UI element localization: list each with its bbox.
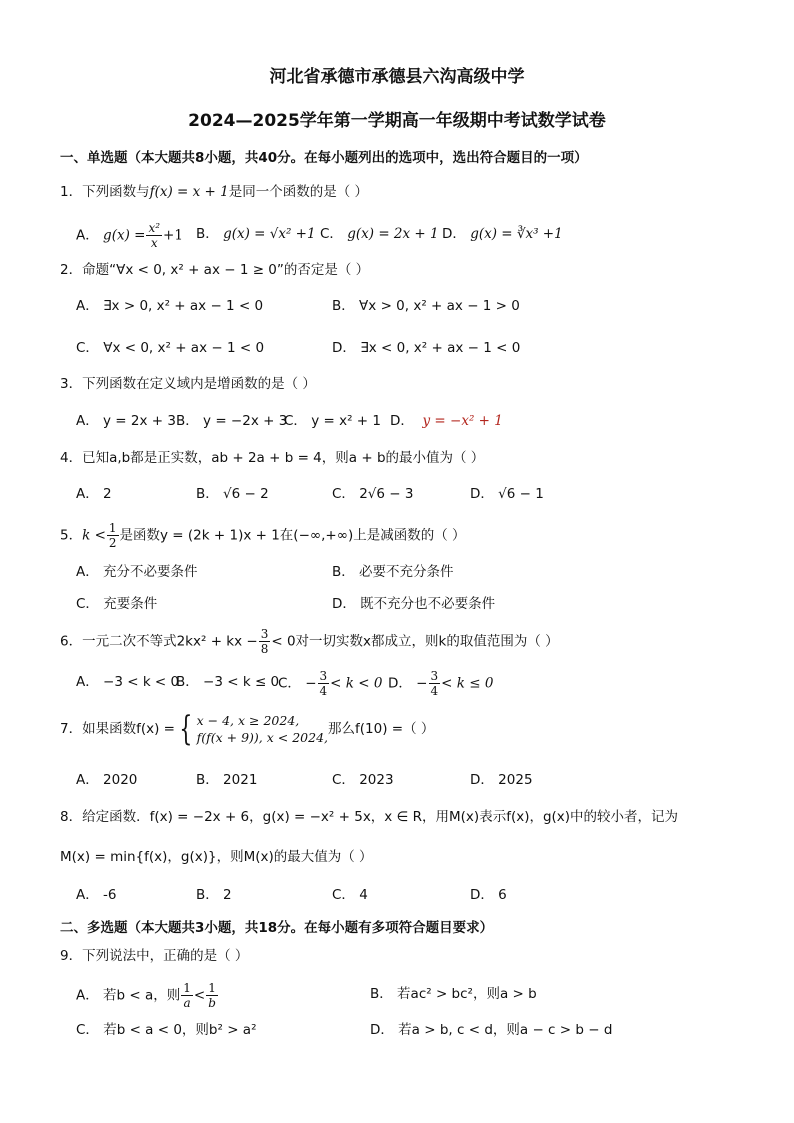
option-6a: A． −3 < k < 0 bbox=[76, 674, 180, 690]
fraction-numerator: 1 bbox=[183, 981, 191, 995]
question-number: 6． bbox=[60, 633, 83, 650]
question-stem-post: 是同一个函数的是（ ） bbox=[228, 184, 369, 200]
piecewise-function bbox=[175, 709, 329, 749]
option-text: A． 若b < a，则 bbox=[76, 987, 181, 1004]
question-8 bbox=[60, 805, 678, 829]
question-stem: 已知a,b都是正实数，ab + 2a + b = 4，则a + b的最小值为（ ） bbox=[82, 450, 485, 466]
option-1a bbox=[76, 222, 183, 249]
question-stem: 下列函数在定义域内是增函数的是（ ） bbox=[82, 376, 316, 392]
option-6d bbox=[388, 670, 493, 697]
question-number: 2． bbox=[60, 262, 83, 278]
option-label: A． bbox=[76, 227, 99, 244]
question-1 bbox=[60, 180, 368, 204]
piecewise-cases bbox=[197, 712, 328, 746]
math-expression: < k < 0 bbox=[330, 675, 383, 692]
less-than: < bbox=[193, 987, 206, 1004]
question-stem-pre: 如果函数f(x) = bbox=[82, 721, 175, 737]
question-stem-pre: 下列函数与 bbox=[82, 184, 150, 200]
question-number: 9． bbox=[60, 948, 83, 964]
math-expression: f(x) = x + 1 bbox=[149, 184, 229, 200]
piecewise-case-2: f(f(x + 9)), x < 2024, bbox=[196, 730, 329, 745]
question-stem: 下列说法中，正确的是（ ） bbox=[82, 948, 249, 964]
fraction-denominator: b bbox=[208, 996, 216, 1010]
option-3c: C． y = x² + 1 bbox=[284, 413, 381, 429]
question-number: 3． bbox=[60, 376, 83, 392]
fraction-denominator: a bbox=[183, 996, 191, 1010]
option-5c: C． 充要条件 bbox=[76, 596, 158, 612]
option-2a: A． ∃x > 0, x² + ax − 1 < 0 bbox=[76, 298, 264, 314]
option-7d: D． 2025 bbox=[470, 772, 533, 788]
fraction-denominator: 8 bbox=[260, 642, 269, 656]
question-number: 5． bbox=[60, 527, 83, 544]
piecewise-case-1: x − 4, x ≥ 2024, bbox=[196, 713, 300, 728]
option-6b: B． −3 < k ≤ 0 bbox=[176, 674, 280, 690]
option-7b: B． 2021 bbox=[196, 772, 258, 788]
question-number: 7． bbox=[60, 721, 83, 737]
option-4b: B． √6 − 2 bbox=[196, 486, 269, 502]
math-expression: y = −x² + 1 bbox=[422, 413, 503, 429]
fraction bbox=[146, 222, 162, 249]
question-8-line-2: M(x) = min{f(x)，g(x)}，则M(x)的最大值为（ ） bbox=[60, 849, 373, 865]
school-title: 河北省承德市承德县六沟高级中学 bbox=[269, 67, 525, 87]
option-1b bbox=[196, 222, 316, 246]
option-3d bbox=[390, 409, 503, 433]
math-expression: < k ≤ 0 bbox=[441, 675, 494, 692]
math-expression: +1 bbox=[163, 227, 183, 244]
question-4 bbox=[60, 446, 484, 470]
math-expression: k < bbox=[82, 527, 106, 544]
option-3b: B． y = −2x + 3 bbox=[176, 413, 288, 429]
option-label: C． − bbox=[278, 675, 317, 692]
question-stem-line-1: 给定函数．f(x) = −2x + 6，g(x) = −x² + 5x，x ∈ R，用M(x)表示f(x)，g(x)中的较小者，记为 bbox=[82, 809, 679, 825]
math-expression: g(x) = ∛x³ +1 bbox=[470, 226, 563, 242]
option-1d bbox=[442, 222, 563, 246]
fraction bbox=[181, 982, 193, 1009]
question-7 bbox=[60, 709, 435, 749]
option-9b: B． 若ac² > bc²，则a > b bbox=[370, 986, 537, 1002]
question-5 bbox=[60, 522, 466, 549]
question-2 bbox=[60, 258, 369, 282]
question-number: 8． bbox=[60, 809, 83, 825]
question-9 bbox=[60, 944, 248, 968]
option-4a: A． 2 bbox=[76, 486, 112, 502]
option-5b: B． 必要不充分条件 bbox=[332, 564, 454, 580]
fraction-numerator: 1 bbox=[108, 521, 117, 535]
fraction-numerator: 3 bbox=[319, 669, 328, 683]
math-expression: g(x) = √x² +1 bbox=[223, 226, 316, 242]
question-number: 4． bbox=[60, 450, 83, 466]
question-stem-pre: 一元二次不等式2kx² + kx − bbox=[82, 633, 258, 650]
math-expression: g(x) = 2x + 1 bbox=[347, 226, 439, 242]
fraction-numerator: 1 bbox=[208, 981, 216, 995]
fraction bbox=[318, 670, 330, 697]
math-expression: g(x) = bbox=[103, 227, 146, 244]
exam-title: 2024—2025学年第一学期高一年级期中考试数学试卷 bbox=[188, 111, 606, 131]
fraction-denominator: 4 bbox=[319, 684, 328, 698]
fraction bbox=[206, 982, 218, 1009]
option-9c: C． 若b < a < 0，则b² > a² bbox=[76, 1022, 257, 1038]
option-8c: C． 4 bbox=[332, 887, 368, 903]
fraction-denominator: 4 bbox=[430, 684, 439, 698]
question-number: 1． bbox=[60, 184, 83, 200]
option-9a bbox=[76, 982, 219, 1009]
fraction-denominator: x bbox=[150, 236, 158, 250]
option-label: C． bbox=[320, 226, 343, 242]
question-stem: 是函数y = (2k + 1)x + 1在(−∞,+∞)上是减函数的（ ） bbox=[119, 527, 466, 544]
fraction-numerator: 3 bbox=[260, 627, 269, 641]
option-9d: D． 若a > b, c < d，则a − c > b − d bbox=[370, 1022, 613, 1038]
option-6c bbox=[278, 670, 382, 697]
option-8b: B． 2 bbox=[196, 887, 232, 903]
fraction-denominator: 2 bbox=[108, 536, 117, 550]
question-stem: 命题“∀x < 0, x² + ax − 1 ≥ 0”的否定是（ ） bbox=[82, 262, 370, 278]
option-label: D． − bbox=[388, 675, 428, 692]
option-4d: D． √6 − 1 bbox=[470, 486, 544, 502]
fraction bbox=[259, 628, 271, 655]
option-label: D． bbox=[390, 413, 414, 429]
option-1c bbox=[320, 222, 439, 246]
left-brace: { bbox=[179, 709, 193, 749]
option-8a: A． -6 bbox=[76, 887, 117, 903]
fraction-numerator: x² bbox=[148, 221, 161, 235]
option-3a: A． y = 2x + 3 bbox=[76, 413, 176, 429]
option-5d: D． 既不充分也不必要条件 bbox=[332, 596, 496, 612]
option-2c: C． ∀x < 0, x² + ax − 1 < 0 bbox=[76, 340, 265, 356]
fraction-numerator: 3 bbox=[430, 669, 439, 683]
option-2b: B． ∀x > 0, x² + ax − 1 > 0 bbox=[332, 298, 520, 314]
option-4c: C． 2√6 − 3 bbox=[332, 486, 414, 502]
option-5a: A． 充分不必要条件 bbox=[76, 564, 198, 580]
question-stem-post: < 0对一切实数x都成立，则k的取值范围为（ ） bbox=[271, 633, 559, 650]
fraction bbox=[107, 522, 119, 549]
option-2d: D． ∃x < 0, x² + ax − 1 < 0 bbox=[332, 340, 521, 356]
option-7c: C． 2023 bbox=[332, 772, 394, 788]
option-8d: D． 6 bbox=[470, 887, 507, 903]
question-3 bbox=[60, 372, 316, 396]
section-multi-choice-heading: 二、多选题（本大题共3小题，共18分。在每小题有多项符合题目要求） bbox=[60, 920, 494, 936]
option-label: B． bbox=[196, 226, 219, 242]
option-label: D． bbox=[442, 226, 466, 242]
section-single-choice-heading: 一、单选题（本大题共8小题，共40分。在每小题列出的选项中，选出符合题目的一项） bbox=[60, 150, 588, 166]
question-stem-post: 那么f(10) =（ ） bbox=[328, 721, 435, 737]
fraction bbox=[429, 670, 441, 697]
option-7a: A． 2020 bbox=[76, 772, 138, 788]
question-6 bbox=[60, 628, 559, 655]
